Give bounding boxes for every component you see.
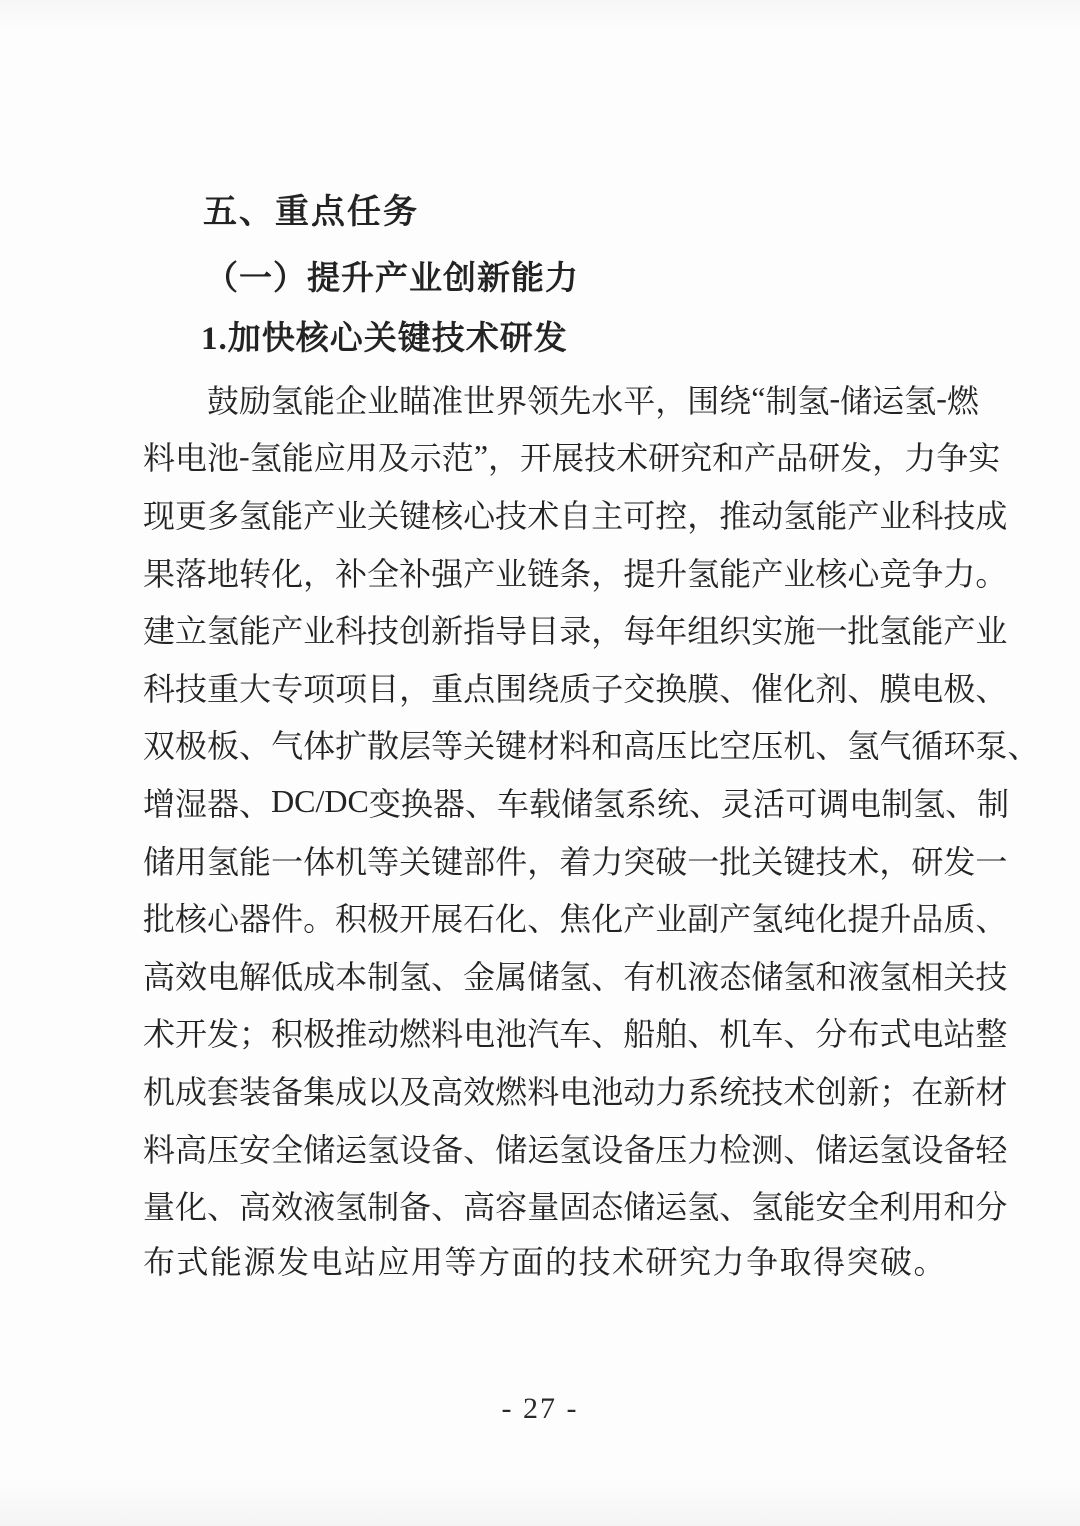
paragraph-line: 术 开 发 ； 积 极 推 动 燃 料 电 池 汽 车 、 船 舶 、 机 车 、 分 布 式 电 站 整: [143, 1016, 1008, 1053]
paragraph-line: 高 效 电 解 低 成 本 制 氢 、 金 属 储 氢 、 有 机 液 态 储 氢 和 液 氢 相 关 技: [143, 958, 1008, 995]
section-heading: 五、重点任务: [203, 194, 419, 231]
paragraph-line: 科 技 重 大 专 项 项 目 ， 重 点 围 绕 质 子 交 换 膜 、 催 化 剂 、 膜 电 极 、: [143, 670, 1008, 707]
paragraph-line: 量 化 、 高 效 液 氢 制 备 、 高 容 量 固 态 储 运 氢 、 氢 能 安 全 利 用 和 分: [143, 1189, 1008, 1226]
paragraph-line: 鼓 励 氢 能 企 业 瞄 准 世 界 领 先 水 平 ， 围 绕 “ 制 氢 - 储 运 氢 - 燃: [207, 380, 979, 419]
subsection-heading: （一）提升产业创新能力: [205, 261, 579, 297]
paragraph-line: 双 极 板 、 气 体 扩 散 层 等 关 键 材 料 和 高 压 比 空 压 机 、 氢 气 循 环 泵 、: [143, 728, 1040, 765]
item-heading: 1.加快核心关键技术研发: [201, 321, 568, 357]
body-paragraph: [143, 370, 1040, 1292]
paragraph-line: 增 湿 器 、 D C / D C 变 换 器 、 车 载 储 氢 系 统 、 灵 活 可 调 电 制 氢 、 制: [143, 783, 1010, 822]
paragraph-line: 批 核 心 器 件 。 积 极 开 展 石 化 、 焦 化 产 业 副 产 氢 纯 化 提 升 品 质 、: [143, 901, 1008, 938]
paragraph-line: 布式能源发电站应用等方面的技术研究力争取得突破。: [143, 1243, 948, 1280]
paragraph-line: 现 更 多 氢 能 产 业 关 键 核 心 技 术 自 主 可 控 ， 推 动 氢 能 产 业 科 技 成: [143, 497, 1008, 534]
paragraph-line: 储 用 氢 能 一 体 机 等 关 键 部 件 ， 着 力 突 破 一 批 关 键 技 术 ， 研 发 一: [143, 843, 1008, 880]
page-number: - 27 -: [501, 1392, 579, 1425]
page-content: [143, 190, 1040, 1292]
paragraph-line: 机 成 套 装 备 集 成 以 及 高 效 燃 料 电 池 动 力 系 统 技 术 创 新 ； 在 新 材: [143, 1073, 1008, 1110]
paragraph-line: 果 落 地 转 化 ， 补 全 补 强 产 业 链 条 ， 提 升 氢 能 产 业 核 心 竞 争 力 。: [143, 555, 1008, 592]
paragraph-line: 料 高 压 安 全 储 运 氢 设 备 、 储 运 氢 设 备 压 力 检 测 、 储 运 氢 设 备 轻: [143, 1131, 1008, 1168]
paragraph-line: 料 电 池 - 氢 能 应 用 及 示 范 ” ， 开 展 技 术 研 究 和 产 品 研 发 ， 力 争 实: [143, 437, 1001, 477]
paragraph-line: 建 立 氢 能 产 业 科 技 创 新 指 导 目 录 ， 每 年 组 织 实 施 一 批 氢 能 产 业: [143, 613, 1008, 650]
